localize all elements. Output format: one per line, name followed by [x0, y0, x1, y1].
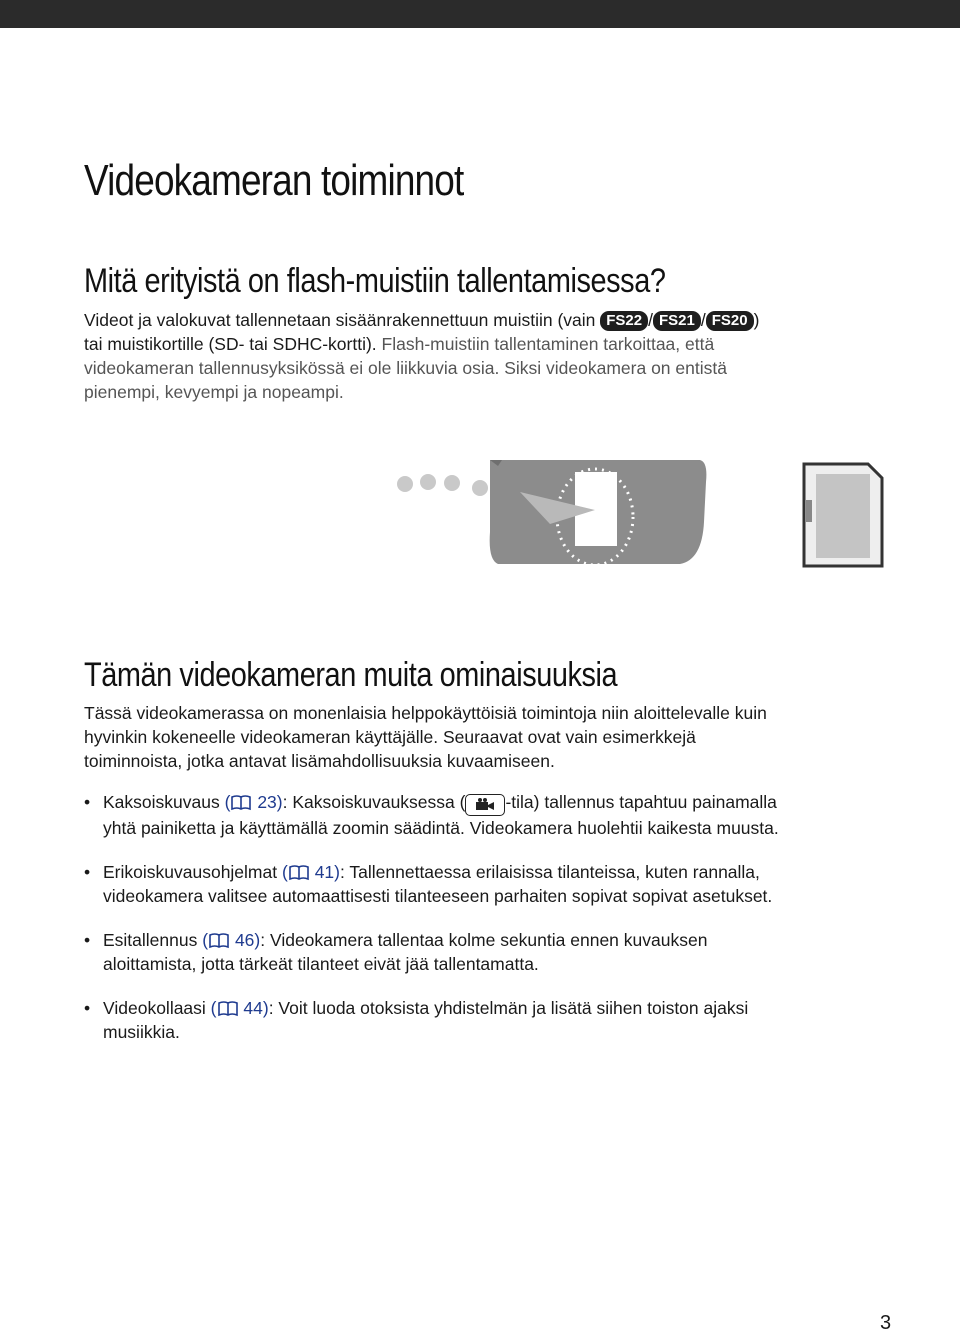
flash-text-4: pienempi, kevyempi ja nopeampi.: [84, 382, 344, 402]
separator: /: [648, 310, 653, 330]
book-icon: [208, 932, 230, 949]
page-title: Videokameran toiminnot: [84, 156, 464, 205]
separator: /: [700, 310, 706, 330]
feature-name: Esitallennus: [103, 930, 198, 950]
page-number: 3: [880, 1312, 892, 1334]
book-icon: [288, 864, 310, 881]
dot-icon: [444, 475, 460, 491]
feature-text: : Kaksoiskuvauksessa (: [282, 792, 466, 812]
feature-text: : Tallennettaessa erilaisissa tilanteissa, kuten rannalla,: [339, 862, 760, 882]
dual-shot-mode-icon: [465, 794, 505, 816]
features-intro: [84, 701, 884, 773]
dot-icon: [472, 480, 488, 496]
list-item: [84, 928, 894, 976]
feature-text: -tila) tallennus tapahtuu painamalla: [505, 792, 777, 812]
list-item: [84, 790, 894, 840]
page-ref-link[interactable]: ( 23): [219, 792, 283, 812]
top-bar: [0, 0, 960, 28]
list-item: [84, 860, 894, 908]
feature-text: aloittamista, jotta tärkeät tilanteet eivät jää tallentamatta.: [103, 954, 539, 974]
bullet-icon: •: [84, 998, 91, 1018]
feature-name: Videokollaasi: [103, 998, 206, 1018]
page-ref-link[interactable]: ( 41): [277, 862, 340, 882]
dot-icon: [420, 474, 436, 490]
book-icon: [217, 1000, 239, 1017]
flash-text-1: Videot ja valokuvat tallennetaan sisäänrakennettuun muistiin (vain: [84, 310, 601, 330]
bullet-icon: •: [84, 930, 91, 950]
features-intro-2: hyvinkin kokeneelle videokameran käyttäjälle. Seuraavat ovat vain esimerkkejä: [84, 727, 696, 747]
feature-text: yhtä painiketta ja käyttämällä zoomin säädintä. Videokamera huolehtii kaikesta muusta.: [103, 818, 779, 838]
dot-icon: [397, 476, 413, 492]
feature-text: : Videokamera tallentaa kolme sekuntia ennen kuvauksen: [260, 930, 708, 950]
section-heading-features: Tämän videokameran muita ominaisuuksia: [84, 656, 618, 694]
sd-card-illustration: [800, 460, 886, 570]
lock-switch-icon: [806, 500, 812, 522]
flash-text-3: videokameran tallennusyksikössä ei ole liikkuvia osia. Siksi videokamera on entistä: [84, 358, 727, 378]
feature-text: videokamera valitsee automaattisesti tilanteeseen parhaiten sopivat sopivat asetukset.: [103, 886, 773, 906]
model-badge-fs22: FS22: [600, 311, 648, 331]
features-intro-3: toiminnoista, jotka antavat lisämahdollisuuksia kuvaamiseen.: [84, 751, 555, 771]
flash-paragraph: [84, 308, 884, 404]
section-heading-flash: Mitä erityistä on flash-muistiin tallentamisessa?: [84, 262, 666, 300]
feature-name: Kaksoiskuvaus: [103, 792, 220, 812]
bullet-icon: •: [84, 792, 91, 812]
flash-text-2: tai muistikortille (SD- tai SDHC-kortti).: [84, 334, 382, 354]
feature-text: musiikkia.: [103, 1022, 180, 1042]
flash-text-close: ): [753, 310, 760, 330]
page-ref-link[interactable]: ( 44): [205, 998, 269, 1018]
flash-text-2-muted: Flash-muistiin tallentaminen tarkoittaa, että: [381, 334, 715, 354]
features-intro-1: Tässä videokamerassa on monenlaisia helppokäyttöisiä toimintoja niin aloittelevalle kuin: [84, 703, 767, 723]
page-ref-link[interactable]: ( 46): [197, 930, 261, 950]
list-item: [84, 996, 894, 1044]
feature-name: Erikoiskuvausohjelmat: [103, 862, 278, 882]
book-icon: [230, 794, 252, 811]
feature-text: : Voit luoda otoksista yhdistelmän ja lisätä siihen toiston ajaksi: [268, 998, 749, 1018]
model-badge-fs21: FS21: [653, 311, 701, 331]
bullet-icon: •: [84, 862, 91, 882]
features-list: [84, 790, 894, 1064]
camera-memory-illustration: [390, 452, 720, 572]
model-badge-fs20: FS20: [706, 311, 754, 331]
